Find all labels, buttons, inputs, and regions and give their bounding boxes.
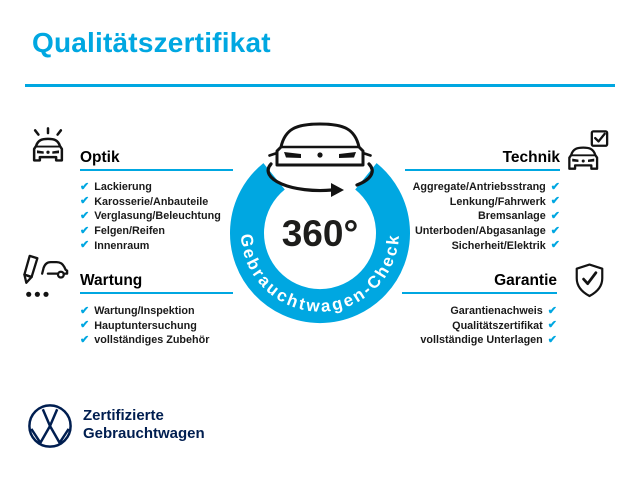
degree-label: 360° bbox=[281, 213, 359, 254]
checklist-item-label: Lenkung/Fahrwerk bbox=[449, 195, 546, 208]
check-icon: ✔ bbox=[80, 180, 90, 193]
check-icon: ✔ bbox=[80, 239, 90, 252]
checklist-optik bbox=[80, 180, 221, 253]
car-front-shine-icon bbox=[26, 126, 70, 175]
checklist-item bbox=[80, 195, 221, 210]
checklist-item bbox=[80, 319, 209, 334]
car-checkbox-icon bbox=[566, 129, 610, 178]
section-underline-technik bbox=[405, 169, 560, 171]
check-icon: ✔ bbox=[550, 224, 560, 237]
check-icon: ✔ bbox=[80, 195, 90, 208]
checklist-item-label: vollständiges Zubehör bbox=[94, 334, 210, 347]
check-icon: ✔ bbox=[547, 319, 557, 332]
check-icon: ✔ bbox=[80, 333, 90, 346]
checklist-item-label: Lackierung bbox=[94, 181, 152, 194]
check-icon: ✔ bbox=[550, 195, 560, 208]
pencil-car-checklist-icon bbox=[22, 253, 70, 306]
checklist-item-label: Garantienachweis bbox=[450, 305, 543, 318]
checklist-item bbox=[80, 180, 221, 195]
section-title-optik: Optik bbox=[80, 149, 120, 166]
check-icon: ✔ bbox=[550, 180, 560, 193]
vw-logo bbox=[27, 403, 73, 454]
footer-brand-label bbox=[83, 407, 205, 443]
checklist-item bbox=[80, 238, 221, 253]
check-icon: ✔ bbox=[547, 304, 557, 317]
footer-brand-line2: Gebrauchtwagen bbox=[83, 425, 205, 442]
footer-brand-line1: Zertifizierte bbox=[83, 407, 164, 424]
checklist-item-label: Aggregate/Antriebsstrang bbox=[412, 181, 546, 194]
checklist-item-label: Verglasung/Beleuchtung bbox=[94, 210, 221, 223]
check-icon: ✔ bbox=[80, 224, 90, 237]
360-check-ring bbox=[220, 100, 420, 335]
check-icon: ✔ bbox=[550, 209, 560, 222]
checklist-item-label: vollständige Unterlagen bbox=[420, 334, 543, 347]
check-icon: ✔ bbox=[547, 333, 557, 346]
title-divider bbox=[25, 84, 615, 87]
page-title: Qualitätszertifikat bbox=[32, 27, 271, 58]
section-underline-optik bbox=[80, 169, 233, 171]
check-icon: ✔ bbox=[80, 319, 90, 332]
section-title-garantie: Garantie bbox=[494, 272, 557, 289]
section-title-technik: Technik bbox=[502, 149, 560, 166]
checklist-item-label: Karosserie/Anbauteile bbox=[94, 195, 209, 208]
check-icon: ✔ bbox=[550, 239, 560, 252]
checklist-wartung bbox=[80, 304, 209, 348]
car-360-rotation-icon bbox=[268, 124, 372, 197]
checklist-item bbox=[320, 333, 557, 348]
checklist-item bbox=[80, 209, 221, 224]
checklist-item-label: Innenraum bbox=[94, 239, 150, 252]
checklist-item bbox=[80, 224, 221, 239]
check-icon: ✔ bbox=[80, 304, 90, 317]
section-title-wartung: Wartung bbox=[80, 272, 143, 289]
checklist-item-label: Bremsanlage bbox=[477, 210, 546, 223]
checklist-item bbox=[80, 304, 209, 319]
section-underline-garantie bbox=[402, 292, 557, 294]
checklist-item-label: Wartung/Inspektion bbox=[94, 305, 195, 318]
section-underline-wartung bbox=[80, 292, 233, 294]
checklist-item-label: Qualitätszertifikat bbox=[452, 319, 543, 332]
checklist-item bbox=[80, 333, 209, 348]
shield-check-icon bbox=[574, 262, 605, 304]
ring-label: Gebrauchtwagen-Check bbox=[236, 232, 404, 317]
checklist-item-label: Hauptuntersuchung bbox=[94, 319, 197, 332]
check-icon: ✔ bbox=[80, 209, 90, 222]
checklist-item-label: Unterboden/Abgasanlage bbox=[415, 225, 546, 238]
checklist-item-label: Felgen/Reifen bbox=[94, 225, 166, 238]
checklist-item-label: Sicherheit/Elektrik bbox=[451, 239, 546, 252]
